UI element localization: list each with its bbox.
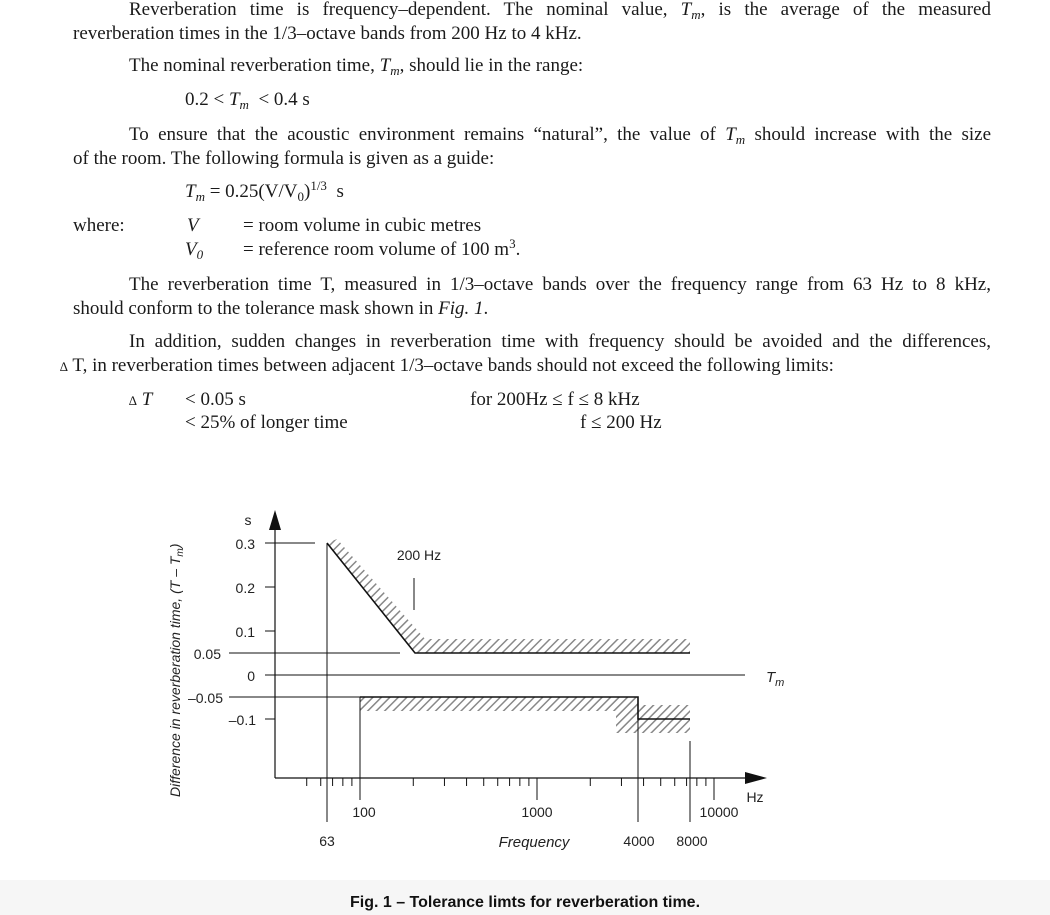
y-label-0.2: 0.2 [235, 580, 255, 596]
sub-0: 0 [297, 189, 304, 204]
y-label-0.1: 0.1 [235, 624, 255, 640]
sub-m: m [195, 189, 205, 204]
figure-reference: Fig. 1 [438, 297, 484, 319]
text: . [515, 239, 521, 260]
text: , is the average of the measured [700, 0, 991, 20]
text: ) [167, 543, 183, 549]
upper-flat-hatch [415, 639, 690, 653]
limit-condition-1: for 200Hz ≤ f ≤ 8 kHz [470, 389, 640, 410]
delta-glyph: ∆ [129, 393, 137, 408]
sub-m: m [390, 63, 400, 78]
text: T, in reverberation times between adjacent 1/3–octave bands should not exceed the following limits: [67, 354, 834, 376]
figure-caption: Fig. 1 – Tolerance limts for reverberation time. [349, 894, 701, 911]
text: The nominal reverberation time, [129, 55, 380, 76]
limit-value-2: < 25% of longer time [185, 412, 348, 433]
y-axis-title [167, 544, 186, 797]
var-t: T [185, 181, 196, 202]
x-minor-ticks [307, 778, 714, 800]
y-unit: s [244, 512, 252, 528]
x-label-4000: 4000 [623, 833, 655, 849]
delta-glyph: ∆ [60, 358, 68, 374]
var-t: T [680, 0, 692, 20]
limit-value-1: < 0.05 s [185, 389, 246, 410]
text: = 0.25(V/V [209, 181, 298, 202]
sub-m: m [691, 7, 701, 22]
tm-label [766, 669, 784, 689]
var-t: T [766, 669, 776, 686]
text: of the room. The following formula is given as a guide: [73, 147, 495, 169]
where-label: where: [73, 215, 125, 236]
var-t: T [228, 89, 240, 110]
y-label-0.05: 0.05 [193, 646, 221, 662]
x-axis-arrow [745, 772, 767, 784]
text: . [483, 297, 489, 319]
v-definition: = room volume in cubic metres [243, 215, 482, 236]
text: In addition, sudden changes in reverberation time with frequency should be avoided and the differences, [129, 331, 991, 352]
y-label-0.3: 0.3 [235, 536, 255, 552]
x-axis-title: Frequency [498, 834, 570, 851]
text: < 0.4 s [258, 89, 310, 110]
var-t: T [379, 55, 391, 76]
var-t: T [141, 389, 153, 410]
x-label-100: 100 [352, 804, 376, 820]
sub-m: m [175, 548, 186, 557]
text: Reverberation time is frequency–dependent. The nominal value, [129, 0, 681, 20]
y-label-0: 0 [247, 668, 255, 684]
limit-condition-2: f ≤ 200 Hz [580, 412, 662, 433]
exponent: 3 [509, 236, 516, 251]
text: Difference in reverberation time, (T – T [167, 556, 183, 797]
text: 0.2 < [185, 89, 225, 110]
x-label-1000: 1000 [521, 804, 553, 820]
y-axis-arrow [269, 510, 281, 530]
text: reverberation times in the 1/3–octave bands from 200 Hz to 4 kHz. [73, 22, 582, 44]
x-unit: Hz [746, 789, 764, 805]
sub-m: m [775, 677, 785, 689]
sub-m: m [735, 132, 746, 147]
x-label-63: 63 [319, 833, 335, 849]
var-t: T [725, 124, 736, 145]
annotation-200hz: 200 Hz [396, 547, 442, 563]
exponent: 1/3 [310, 178, 327, 193]
text: To ensure that the acoustic environment remains “natural”, the value of [129, 124, 726, 145]
lower-flat-hatch [360, 697, 638, 711]
sub-m: m [239, 97, 249, 112]
text: = reference room volume of 100 m [243, 239, 510, 260]
sub-0: 0 [196, 247, 204, 262]
text: ) [303, 181, 311, 202]
text: The reverberation time T, measured in 1/3–octave bands over the frequency range from 63 Hz to 8 kHz, [129, 274, 991, 295]
y-label-minus-0.1: –0.1 [228, 712, 256, 728]
y-label-minus-0.05: –0.05 [187, 690, 223, 706]
x-label-8000: 8000 [676, 833, 708, 849]
var-v: V [187, 215, 199, 236]
text: , should lie in the range: [399, 55, 584, 76]
unit: s [336, 181, 344, 202]
x-label-10000: 10000 [699, 804, 739, 820]
text: should increase with the size [745, 124, 992, 145]
text: should conform to the tolerance mask shown in [73, 297, 439, 319]
var-v: V [185, 239, 197, 260]
